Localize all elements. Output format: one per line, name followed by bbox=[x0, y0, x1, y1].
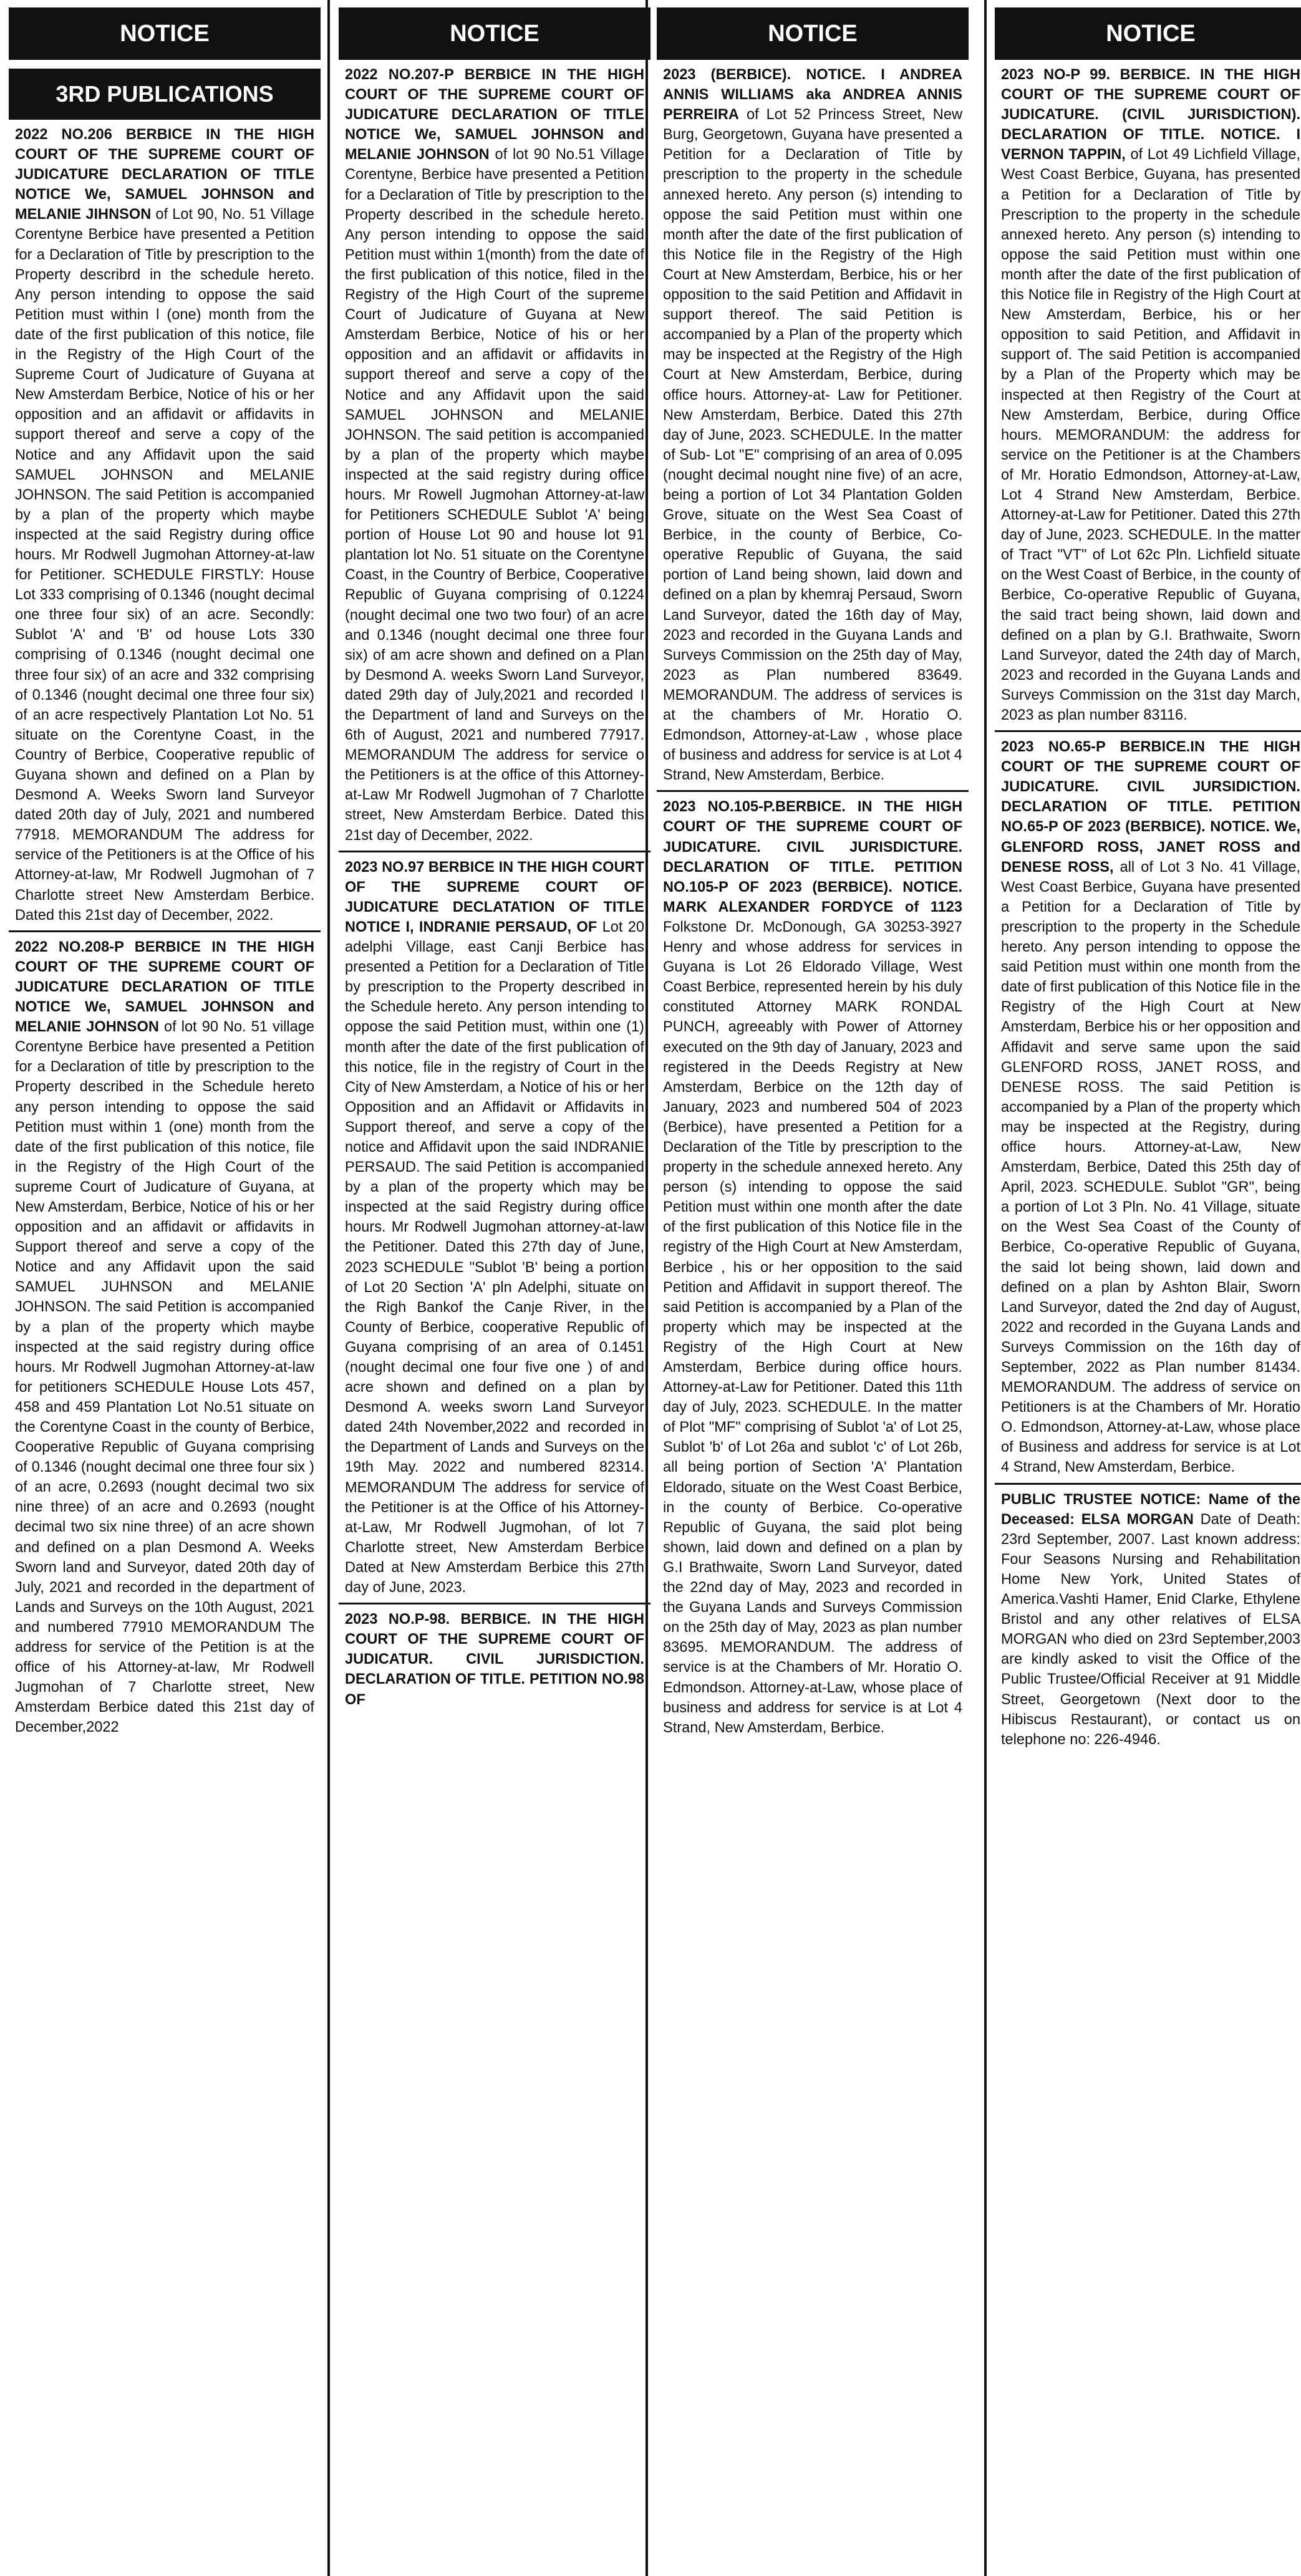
legal-notice bbox=[339, 60, 650, 852]
column-3 bbox=[657, 0, 969, 2576]
legal-notice bbox=[657, 792, 969, 1742]
notice-heading: 2022 NO.207-P BERBICE IN THE HIGH COURT OF THE SUPREME COURT OF JUDICATURE DECLARATION OF TITLE NOTICE We, SAMUEL JOHNSON and MELANIE JOHNSON bbox=[345, 67, 644, 163]
notice-heading: 2023 NO-P 99. BERBICE. IN THE HIGH COURT OF THE SUPREME COURT OF JUDICATURE. (CIVIL JURISDICTION). DECLARATION OF TITLE. NOTICE. I VERNON TAPPIN, bbox=[1001, 67, 1300, 163]
notice-body: Folkstone Dr. McDonough, GA 30253-3927 Henry and whose address for services in Guyana is Lot 26 Eldorado Village, West Coast Berbice, represented herein by his duly constituted Attorney MARK RONDAL PUNCH, agreeably with Power of Attorney executed on the 9th day of January, 2023 and registered in the Deeds Registry at New Amsterdam, Berbice on the 12th day of January, 2023 and numbered 504 of 2023 (Berbice), have presented a Petition for a Declaration of the Title by prescription to the property in the schedule annexed hereto. Any person (s) intending to oppose the said Petition must within one month after the date of the first publication of this Notice file in the registry of the High Court at New Amsterdam, Berbice , his or her opposition to the said Petition and Affidavit in support thereof. The said Petition is accompanied by a Plan of the property which may be inspected at the Registry of the High Court at New Amsterdam, Berbice during office hours. Attorney-at-Law for Petitioner. Dated this 11th day of July, 2023. SCHEDULE. In the matter of Plot "MF" comprising of Sublot 'a' of Lot 25, Sublot 'b' of Lot 26a and sublot 'c' of Lot 26b, all being portion of Section 'A' Plantation Eldorado, situate on the West Coast Berbice, in the county of Berbice. Co-operative Republic of Guyana, the said plot being shown, laid down and defined on a plan by G.I Brathwaite, Sworn Land Surveyor, dated the 22nd day of May, 2023 and recorded in the Guyana Lands and Surveys Commission on the 25th day of May, 2023 as plan number 83695. MEMORANDUM. The address of service is at the Chambers of Mr. Horatio O. Edmondson. Attorney-at-Law, whose place of business and address for service is at Lot 4 Strand, New Amsterdam, Berbice. bbox=[663, 919, 962, 1736]
notice-body: all of Lot 3 No. 41 Village, West Coast Berbice, Guyana have presented a Petition for a Declaration of Title by prescription to the property in the Schedule hereto. Any person intending to oppose the said Petition must within one month from the date of first publication of this Notice file in the Registry of the High Court at New Amsterdam, Berbice his or her opposition and Affidavit and serve same upon the said GLENFORD ROSS, JANET ROSS, and DENESE ROSS. The said Petition is accompanied by a Plan of the property which may be inspected at the Registry, during office hours. Attorney-at-Law, New Amsterdam, Berbice, Dated this 25th day of April, 2023. SCHEDULE. Sublot "GR", being a portion of Lot 3 Pln. No. 41 Village, situate on the West Sea Coast of the County of Berbice, Co-operative Republic of Guyana, the said lot being shown, laid down and defined on a plan by Ashton Blair, Sworn Land Surveyor, dated the 2nd day of August, 2022 and recorded in the Guyana Lands and Surveys Commission on the 16th day of September, 2022 as Plan number 81434. MEMORANDUM. The address of service on Petitioners is at the Chambers of Mr. Horatio O. Edmondson, Attorney-at-Law, whose place of Business and address for service is at Lot 4 Strand, New Amsterdam, Berbice. bbox=[1001, 859, 1300, 1476]
notice-body: Date of Death: 23rd September, 2007. Last known address: Four Seasons Nursing and Rehabilitation Home New York, United States of America.Vashti Hamer, Enid Clarke, Ethylene Bristol and any other relatives of ELSA MORGAN who died on 23rd September,2003 are kindly asked to visit the Office of the Public Trustee/Official Receiver at 91 Middle Street, Georgetown (Next door to the Hibiscus Restaurant), or contact us on telephone no: 226-4946. bbox=[1001, 1511, 1300, 1748]
notice-heading: 2023 NO.P-98. BERBICE. IN THE HIGH COURT OF THE SUPREME COURT OF JUDICATUR. CIVIL JURISDICTION. DECLARATION OF TITLE. PETITION NO.98 OF bbox=[345, 1611, 644, 1708]
notice-heading: 2023 (BERBICE). NOTICE. I ANDREA ANNIS WILLIAMS aka ANDREA ANNIS PERREIRA bbox=[663, 67, 962, 123]
notice-body: of lot 90 No. 51 village Corentyne Berbice have presented a Petition for a Declaration of title by prescription to the Property described in the Schedule hereto any person intending to oppose the said Petition must within 1 (one) month from the date of the first publication of this notice, file in the Registry of the High Court of the supreme Court of Judicature of Guyana, at New Amsterdam, Berbice, Notice of his or her opposition and an affidavit or affidavits in Support thereof and serve a copy of the Notice and any Affidavit upon the said SAMUEL JUHNSON and MELANIE JOHNSON. The said Petition is accompanied by a plan of the property which maybe inspected at the said registry during office hours. Mr Rodwell Jugmohan Attorney-at-law for petitioners SCHEDULE House Lots 457, 458 and 459 Plantation Lot No.51 situate on the Corentyne Coast in the county of Berbice, Cooperative Republic of Guyana comprising of 0.1346 (nought decimal one three four six ) of an acre, 0.2693 (nought decimal two six nine three) of an acre and 0.2693 (nought decimal two six nine three) of an acre shown and defined on a plan Desmond A. Weeks Sworn land and Surveyor, dated 20th day of July, 2021 and recorded in the department of Lands and Surveys on the 10th August, 2021 and numbered 77910 MEMORANDUM The address for service of the Petition is at the office of his Attorney-at-law, Mr Rodwell Jugmohan of 7 Charlotte street, New Amsterdam Berbice dated this 21st day of December,2022 bbox=[15, 1019, 314, 1736]
legal-notice bbox=[9, 932, 321, 1743]
column-1 bbox=[9, 0, 321, 2576]
column-4 bbox=[995, 0, 1301, 2576]
column-divider bbox=[327, 0, 330, 2576]
notice-heading: 2022 NO.208-P BERBICE IN THE HIGH COURT OF THE SUPREME COURT OF JUDICATURE DECLARATION OF TITLE NOTICE We, SAMUEL JOHNSON and MELANIE JOHNSON bbox=[15, 938, 314, 1036]
legal-notice bbox=[995, 1485, 1301, 1755]
notice-heading: 2023 NO.97 BERBICE IN THE HIGH COURT OF THE SUPREME COURT OF JUDICATURE DECLATATION OF TITLE NOTICE I, INDRANIE PERSAUD, OF bbox=[345, 859, 644, 935]
legal-notice bbox=[339, 1604, 650, 1714]
legal-notice bbox=[9, 120, 321, 932]
column-header: NOTICE bbox=[339, 7, 650, 60]
column-2 bbox=[339, 0, 650, 2576]
notice-heading: 2023 NO.105-P.BERBICE. IN THE HIGH COURT OF THE SUPREME COURT OF JUDICATURE. CIVIL JURISDICTURE. DECLARATION OF TITLE. PETITION NO.105-P OF 2023 (BERBICE). NOTICE. MARK ALEXANDER FORDYCE of 1123 bbox=[663, 799, 962, 915]
column-header: NOTICE bbox=[657, 7, 969, 60]
notice-body: of Lot 52 Princess Street, New Burg, Georgetown, Guyana have presented a Petition for a Declaration of Title by prescription to the property in the schedule annexed hereto. Any person (s) intending to oppose the said Petition must within one month after the date of the first publication of this Notice file in the Registry of the High Court at New Amsterdam, Berbice, his or her opposition to the said Petition and Affidavit in support thereof. The said Petition is accompanied by a Plan of the property which may be inspected at the Registry of the High Court at New Amsterdam, Berbice, during office hours. Attorney-at- Law for Petitioner. New Amsterdam, Berbice. Dated this 27th day of June, 2023. SCHEDULE. In the matter of Sub- Lot "E" comprising of an area of 0.095 (nought decimal nought nine five) of an acre, being a portion of Lot 34 Plantation Golden Grove, situate on the West Sea Coast of Berbice, in the county of Berbice, Co-operative Republic of Guyana, the said portion of Land being shown, laid down and defined on a plan by khemraj Persaud, Sworn Land Surveyor, dated the 16th day of May, 2023 and recorded in the Guyana Lands and Surveys Commission on the 25th day of May, 2023 as Plan numbered 83649. MEMORANDUM. The address of services is at the chambers of Mr. Horatio O. Edmondson, Attorney-at-Law , whose place of business and address for service is at Lot 4 Strand, New Amsterdam, Berbice. bbox=[663, 107, 962, 784]
legal-notice bbox=[995, 60, 1301, 732]
column-header: NOTICE bbox=[995, 7, 1301, 60]
column-header: NOTICE bbox=[9, 7, 321, 60]
notice-heading: PUBLIC TRUSTEE NOTICE: Name of the Deceased: ELSA MORGAN bbox=[1001, 1491, 1300, 1528]
column-divider bbox=[984, 0, 987, 2576]
section-subheader: 3RD PUBLICATIONS bbox=[9, 69, 321, 120]
notice-heading: 2023 NO.65-P BERBICE.IN THE HIGH COURT OF THE SUPREME COURT OF JUDICATURE. CIVIL JURSIDICTION. DECLARATION OF TITLE. PETITION NO.65-P OF 2023 (BERBICE). NOTICE. We, GLENFORD ROSS, JANET ROSS and DENESE ROSS, bbox=[1001, 739, 1300, 876]
notice-body: of Lot 49 Lichfield Village, West Coast Berbice, Guyana, has presented a Petition for a Declaration of Title by Prescription to the property in the schedule annexed hereto. Any person (s) intending to oppose the said Petition must within one month after the date of the first publication of this Notice file in Registry of the High Court at New Amsterdam, Berbice, his or her opposition to said Petition, and Affidavit in support of. The said Petition is accompanied by a Plan of the Property which may be inspected at then Registry of the Court at New Amsterdam, Berbice, during Office hours. MEMORANDUM: the address for service on the Petitioner is at the Chambers of Mr. Horatio Edmondson, Attorney-at-Law, Lot 4 Strand New Amsterdam, Berbice. Attorney-at-Law for Petitioner. Dated this 27th day of June, 2023. SCHEDULE. In the matter of Tract "VT" of Lot 62c Pln. Lichfield situate on the West Coast of Berbice, in the county of Berbice, Co-operative Republic of Guyana, the said tract being shown, laid down and defined on a plan by G.I. Brathwaite, Sworn Land Surveyor, dated the 24th day of March, 2023 and recorded in the Guyana Lands and Surveys Commission on the 31st day March, 2023 as plan number 83116. bbox=[1001, 147, 1301, 723]
legal-notice bbox=[995, 732, 1301, 1484]
notice-body: of Lot 90, No. 51 Village Corentyne Berbice have presented a Petition for a Declaration of Title by prescription to the Property describrd in the schedule hereto. Any person intending to oppose the said Petition must within l (one) month from the date of the first publication of this notice, file in the Registry of the High Court of the Supreme Court of Judicature of Guyana at New Amsterdam Berbice, Notice of his or her opposition and an affidavit or affidavits in support thereof and serve a copy of the Notice and any Affidavit upon the said SAMUEL JOHNSON and MELANIE JOHNSON. The said Petition is accompanied by a plan of the property which maybe inspected at the said Registry during office hours. Mr Rodwell Jugmohan Attorney-at-law for Petitioner. SCHEDULE FIRSTLY: House Lot 333 comprising of 0.1346 (nought decimal one three four six) of an acre. Secondly: Sublot 'A' and 'B' od house Lots 330 comprising of 0.1346 (nought decimal one three four six) of an acre and 332 comprising of 0.1346 (nought decimal one three four six) of an acre respectively Plantation Lot No. 51 situate on the Corentyne Coast, in the Country of Berbice, Cooperative republic of Guyana shown and defined on a Plan by Desmond A. Weeks Sworn land Surveyor dated 20th day of July, 2021 and numbered 77918. MEMORANDUM The address for service of the Petitioners is at the Office of his Attorney-at-law, Mr Rodwell Jugmohan of 7 Charlotte street New Amsterdam Berbice. Dated this 21st day of December, 2022. bbox=[15, 206, 315, 924]
notice-body: of lot 90 No.51 Village Corentyne, Berbice have presented a Petition for a Declaration of Title by prescription to the Property described in the schedule hereto. Any person intending to oppose the said Petition must within 1(month) from the date of the first publication of this notice, filed in the Registry of the High Court of the supreme Court of Judicature of Guyana at New Amsterdam Berbice, Notice of his or her opposition and an affidavit or affidavits in support thereof and serve a copy of the Notice and any Affidavit upon the said SAMUEL JOHNSON and MELANIE JOHNSON. The said petition is accompanied by a plan of the property which maybe inspected at the said registry during office hours. Mr Rowell Jugmohan Attorney-at-law for Petitioners SCHEDULE Sublot 'A' being portion of House Lot 90 and house lot 91 plantation lot No. 51 situate on the Corentyne Coast, in the Country of Berbice, Cooperative Republic of Guyana comprising of 0.1224 (nought decimal one two two four) of an acre and 0.1346 (nought decimal one three four six) of am acre shown and defined on a Plan by Desmond A. weeks Sworn Land Surveyor, dated 29th day of July,2021 and recorded I the Department of land and Surveys on the 6th of August, 2021 and numbered 77917. MEMORANDUM The address for service o the Petitioners is at the office of this Attorney-at-Law Mr Rodwell Jugmohan of 7 Charlotte street, New Amsterdam Berbice. Dated this 21st day of December, 2022. bbox=[345, 147, 645, 844]
legal-notice bbox=[657, 60, 969, 792]
legal-notice bbox=[339, 852, 650, 1604]
notice-heading: 2022 NO.206 BERBICE IN THE HIGH COURT OF THE SUPREME COURT OF JUDICATURE DECLARATION OF TITLE NOTICE We, SAMUEL JOHNSON and MELANIE JIHNSON bbox=[15, 127, 314, 223]
notice-body: Lot 20 adelphi Village, east Canji Berbice has presented a Petition for a Declaration of Title by prescription to the Property described in the Schedule hereto. Any person intending to oppose the said Petition must, within one (1) month after the date of the first publication of this notice, file in the registry of Court in the City of New Amsterdam, a Notice of his or her Opposition and an Affidavit or Affidavits in Support thereof, and serve a copy of the notice and Affidavit upon the said INDRANIE PERSAUD. The said Petition is accompanied by a plan of the property which may be inspected at the said Registry during office hours. Mr Rodwell Jugmohan attorney-at-law the Petitioner. Dated this 27th day of June, 2023 SCHEDULE "Sublot 'B' being a portion of Lot 20 Section 'A' pln Adelphi, situate on the Righ Bankof the Canje River, in the County of Berbice, cooperative Republic of Guyana comprising of an area of 0.1451 (nought decimal one four five one ) of and acre shown and defined on a plan by Desmond A. weeks sworn Land Surveyor dated 24th November,2022 and recorded in the Department of Lands and Surveys on the 19th May. 2022 and numbered 82314. MEMORANDUM The address for service of the Petitioner is at the Office of his Attorney-at-Law, Mr Rodwell Jugmohan, of lot 7 Charlotte street, New Amsterdam Berbice Dated at New Amsterdam Berbice this 27th day of June, 2023. bbox=[345, 919, 644, 1596]
